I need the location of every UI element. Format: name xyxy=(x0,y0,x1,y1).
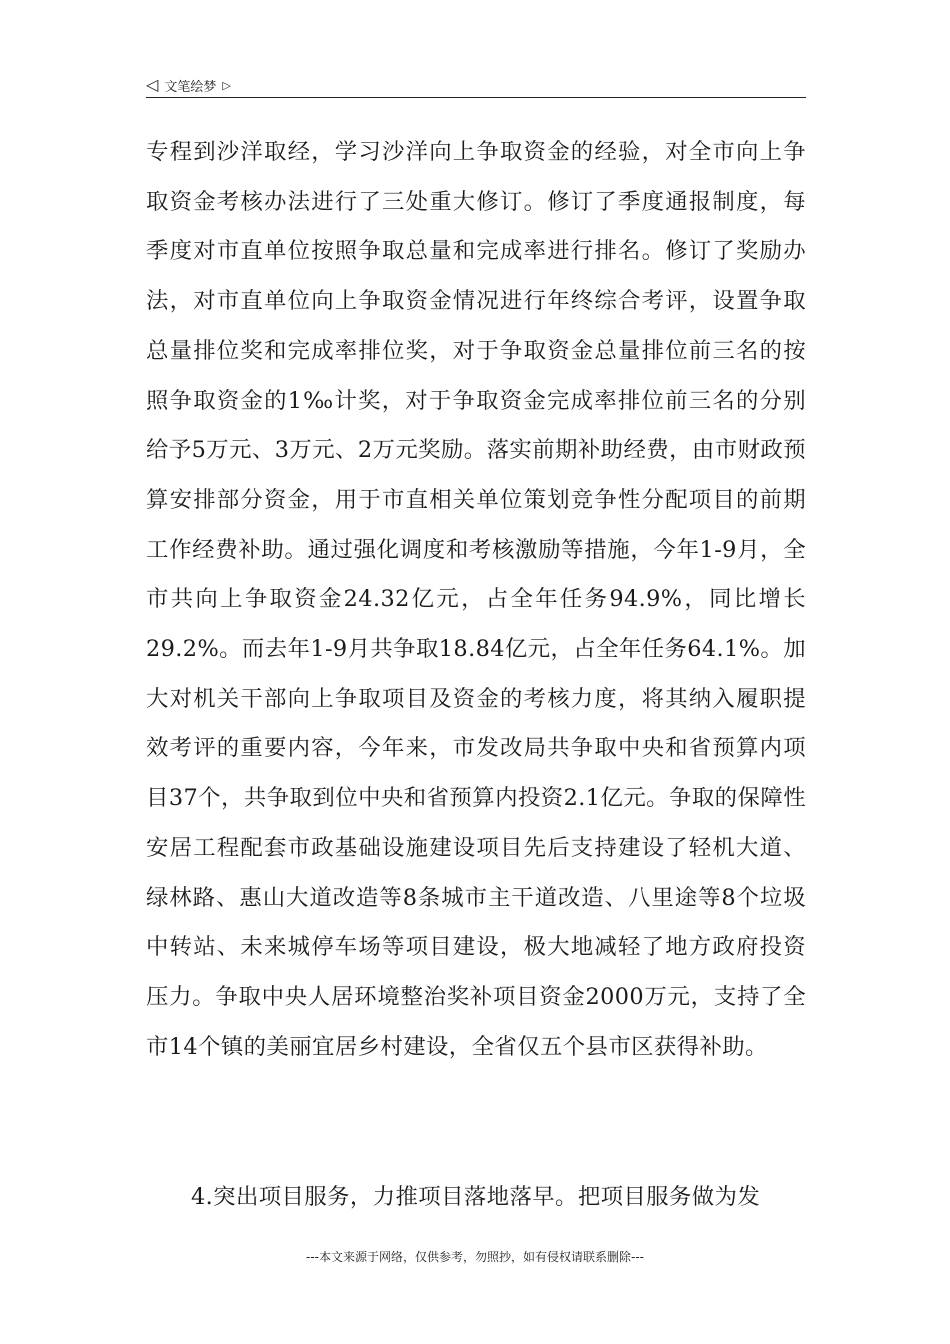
section-4-paragraph: 4.突出项目服务，力推项目落地落早。把项目服务做为发 xyxy=(191,1184,761,1210)
footer-notice: ---本文来源于网络，仅供参考，勿照抄，如有侵权请联系删除--- xyxy=(306,1250,644,1264)
triangle-right-icon: ▷ xyxy=(222,78,231,92)
triangle-left-icon: ◁ xyxy=(146,75,159,94)
body-paragraph: 专程到沙洋取经，学习沙洋向上争取资金的经验，对全市向上争取资金考核办法进行了三处重大修订。修订了季度通报制度，每季度对市直单位按照争取总量和完成率进行排名。修订了奖励办法，对市直单位向上争取资金情况进行年终综合考评，设置争取总量排位奖和完成率排位奖，对于争取资金总量排位前三名的按照争取资金的1‰计奖，对于争取资金完成率排位前三名的分别给予5万元、3万元、2万元奖励。落实前期补助经费，由市财政预算安排部分资金，用于市直相关单位策划竞争性分配项目的前期工作经费补助。通过强化调度和考核激励等措施，今年1-9月，全市共向上争取资金24.32亿元，占全年任务94.9%，同比增长29.2%。而去年1-9月共争取18.84亿元，占全年任务64.1%。加大对机关干部向上争取项目及资金的考核力度，将其纳入履职提效考评的重要内容，今年来，市发改局共争取中央和省预算内项目37个，共争取到位中央和省预算内投资2.1亿元。争取的保障性安居工程配套市政基础设施建设项目先后支持建设了轻机大道、绿林路、惠山大道改造等8条城市主干道改造、八里途等8个垃圾中转站、未来城停车场等项目建设，极大地减轻了地方政府投资压力。争取中央人居环境整治奖补项目资金2000万元，支持了全市14个镇的美丽宜居乡村建设，全省仅五个县市区获得补助。 xyxy=(146,139,806,1060)
header-title: 文笔绘梦 xyxy=(164,79,217,95)
header-rule xyxy=(146,97,806,98)
page-header xyxy=(146,74,806,96)
